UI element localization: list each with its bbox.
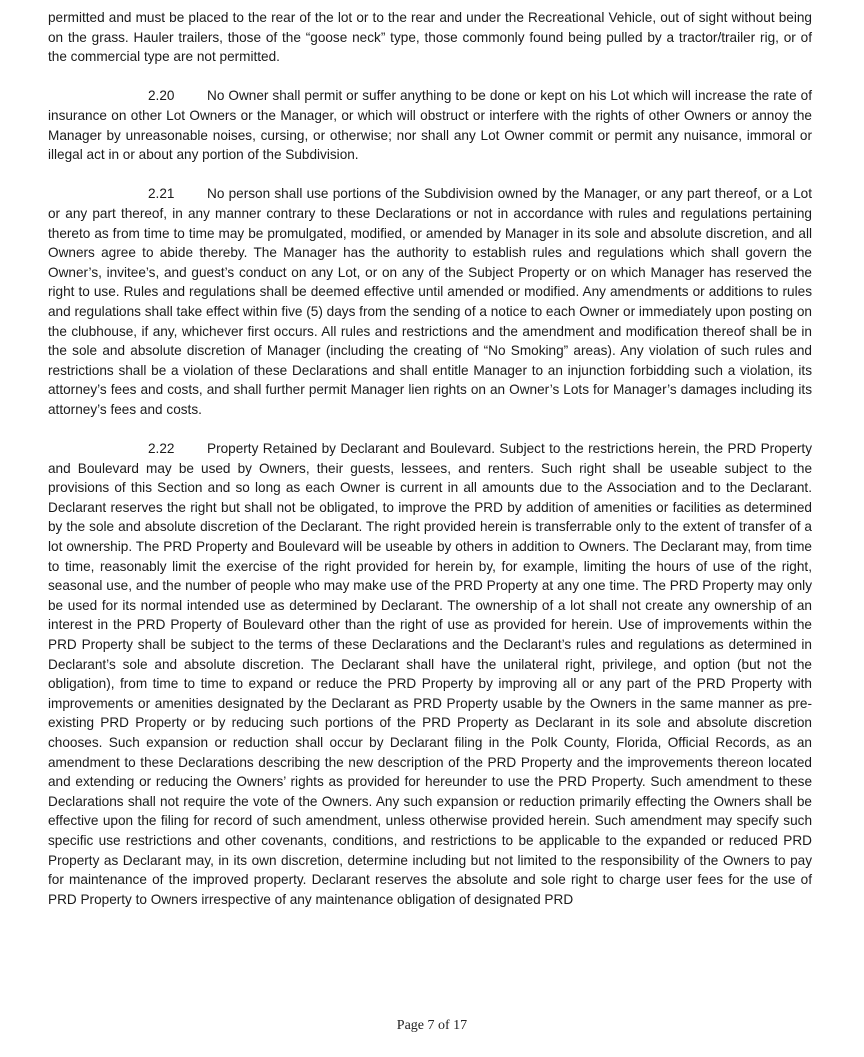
paragraph-continuation	[48, 8, 812, 67]
paragraph-text: No Owner shall permit or suffer anything to be done or kept on his Lot which will increase the rate of insurance on other Lot Owners or the Manager, or which will obstruct or interfere with the rights of other Owners or annoy the Manager by unreasonable noises, cursing, or otherwise; nor shall any Lot Owner commit or permit any nuisance, immoral or illegal act in or about any portion of the Subdivision.	[48, 88, 812, 163]
paragraph-number: 2.20	[148, 88, 175, 104]
paragraph-text: No person shall use portions of the Subdivision owned by the Manager, or any part thereof, or a Lot or any part thereof, in any manner contrary to these Declarations or not in accordance with rules and regulations pertaining thereto as from time to time may be promulgated, modified, or amended by Manager in its sole and absolute discretion, and all Owners agree to abide thereby. The Manager has the authority to establish rules and regulations which shall govern the Owner’s, invitee’s, and guest’s conduct on any Lot, or on any of the Subject Property or on which Manager has reserved the right to use. Rules and regulations shall be deemed effective until amended or modified. Any amendments or additions to rules and regulations shall take effect within five (5) days from the sending of a notice to each Owner or immediately upon posting on the clubhouse, if any, whichever first occurs. All rules and restrictions and the amendment and modification thereof shall be in the sole and absolute discretion of Manager (including the creating of “No Smoking” areas). Any violation of such rules and restrictions shall be a violation of these Declarations and shall entitle Manager to an injunction forbidding such a violation, its attorney’s fees and costs, and shall further permit Manager lien rights on an Owner’s Lots for Manager’s damages including its attorney’s fees and costs.	[48, 186, 812, 417]
document-page	[48, 8, 812, 909]
paragraph-2-22	[48, 439, 812, 909]
page-number-label: Page 7 of 17	[396, 1018, 468, 1033]
paragraph-number: 2.21	[148, 186, 175, 202]
paragraph-2-21	[48, 184, 812, 419]
paragraph-text: permitted and must be placed to the rear of the lot or to the rear and under the Recreational Vehicle, out of sight without being on the grass. Hauler trailers, those of the “goose neck” type, those commonly found being pulled by a tractor/trailer rig, or of the commercial type are not permitted.	[48, 10, 812, 65]
paragraph-number: 2.22	[148, 441, 175, 457]
paragraph-text: Property Retained by Declarant and Boulevard. Subject to the restrictions herein, the PRD Property and Boulevard may be used by Owners, their guests, lessees, and renters. Such right shall be useable subject to the provisions of this Section and so long as each Owner is current in all amounts due to the Association and to the Declarant. Declarant reserves the right but shall not be obligated, to improve the PRD by addition of amenities or facilities as determined by the sole and absolute discretion of the Declarant. The right provided herein is transferrable only to the extent of transfer of a lot ownership. The PRD Property and Boulevard will be useable by others in addition to Owners. The Declarant may, from time to time, reasonably limit the exercise of the right provided for herein by, for example, limiting the hours of use of the right, seasonal use, and the number of people who may make use of the PRD Property at any one time. The PRD Property may only be used for its normal intended use as determined by Declarant. The ownership of a lot shall not create any ownership of an interest in the PRD Property of Boulevard other than the right of use as provided for herein. Use of improvements within the PRD Property shall be subject to the terms of these Declarations and the Declarant’s rules and regulations as determined in Declarant’s sole and absolute discretion. The Declarant shall have the unilateral right, privilege, and option (but not the obligation), from time to time to expand or reduce the PRD Property by improving all or any part of the PRD Property with improvements or amenities designated by the Declarant as PRD Property usable by the Owners in the same manner as pre-existing PRD Property or by reducing such portions of the PRD Property as Declarant in its sole and absolute discretion chooses. Such expansion or reduction shall occur by Declarant filing in the Polk County, Florida, Official Records, as an amendment to these Declarations describing the new description of the PRD Property and the improvements thereon located and extending or reducing the Owners’ rights as provided for hereunder to use the PRD Property. Such amendment to these Declarations shall not require the vote of the Owners. Any such expansion or reduction primarily effecting the Owners shall be effective upon the filing for record of such amendment, unless otherwise provided herein. Such amendment may specify such specific use restrictions and other covenants, conditions, and restrictions to be applicable to the expanded or reduced PRD Property as Declarant may, in its own discretion, determine including but not limited to the responsibility of the Owners to pay for maintenance of the improved property. Declarant reserves the absolute and sole right to charge user fees for the use of PRD Property to Owners irrespective of any maintenance obligation of designated PRD	[48, 441, 812, 907]
page-footer	[0, 1018, 864, 1034]
paragraph-2-20	[48, 86, 812, 164]
